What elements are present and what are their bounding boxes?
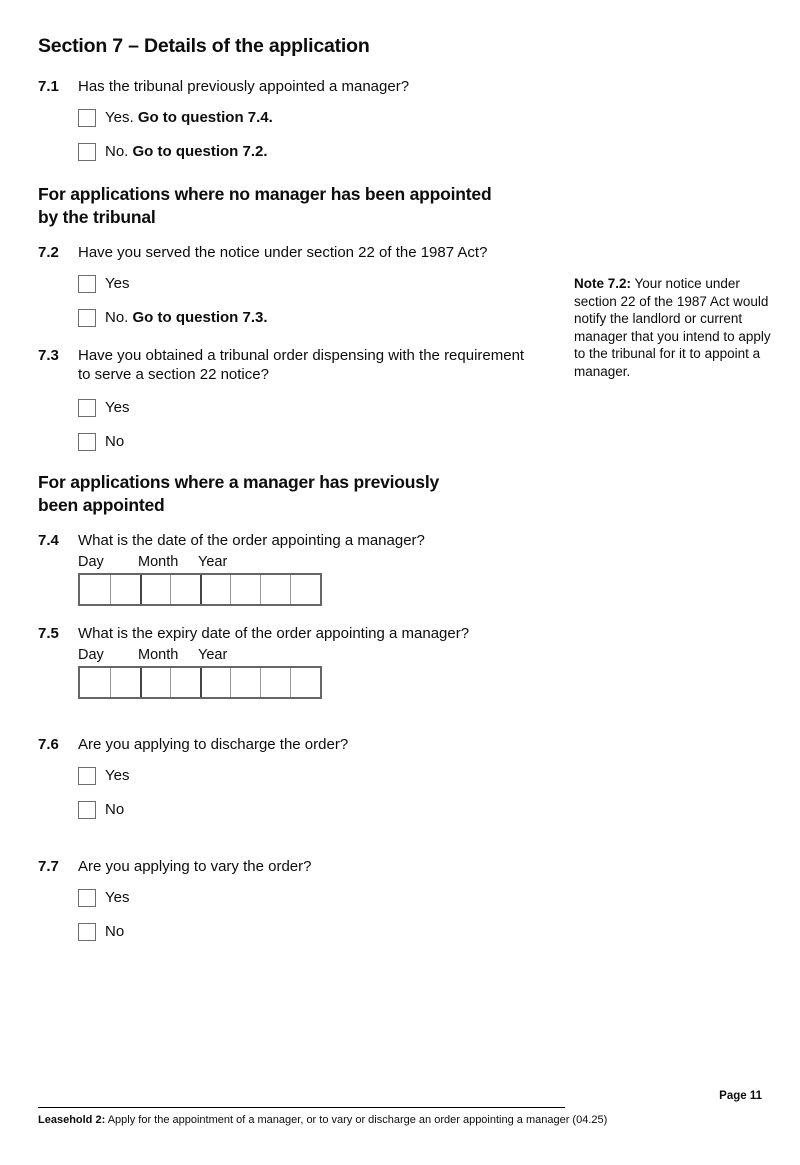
checkbox-7-2-no[interactable] xyxy=(78,309,96,327)
option-label xyxy=(105,800,124,819)
option-goto-text: Go to question 7.4. xyxy=(137,109,273,126)
footer-form-name: Leasehold 2: xyxy=(38,1114,106,1126)
option-label xyxy=(105,142,268,161)
date-7-4-year-2[interactable] xyxy=(230,575,260,604)
heading-line: For applications where a manager has previously xyxy=(38,472,440,492)
month-label: Month xyxy=(138,554,179,570)
option-label xyxy=(105,308,268,327)
option-text: No. xyxy=(105,143,133,160)
option-7-6-yes xyxy=(78,766,762,785)
section-title: Section 7 – Details of the application xyxy=(38,35,370,57)
option-label xyxy=(105,398,129,417)
option-7-3-no xyxy=(78,432,762,451)
date-7-5-year-3[interactable] xyxy=(260,668,290,697)
date-field-labels xyxy=(78,647,762,663)
checkbox-7-7-no[interactable] xyxy=(78,923,96,941)
question-7-7 xyxy=(38,857,762,941)
option-7-3-yes xyxy=(78,398,762,417)
form-page xyxy=(0,35,800,941)
question-text: Are you applying to vary the order? xyxy=(78,858,312,875)
date-7-4-month-1[interactable] xyxy=(140,575,170,604)
note-7-2 xyxy=(574,275,774,380)
option-text: No xyxy=(105,433,125,450)
question-number: 7.2 xyxy=(38,244,59,261)
option-7-1-no xyxy=(78,142,762,161)
question-text-line: to serve a section 22 notice? xyxy=(78,366,269,383)
date-7-5-year-4[interactable] xyxy=(290,668,320,697)
heading-no-manager xyxy=(38,183,762,229)
page-number: Page 11 xyxy=(719,1090,762,1102)
question-text: What is the date of the order appointing a manager? xyxy=(78,532,425,549)
date-7-4-year-4[interactable] xyxy=(290,575,320,604)
heading-line: been appointed xyxy=(38,495,165,515)
date-7-4-day-1[interactable] xyxy=(80,575,110,604)
date-field-labels xyxy=(78,554,762,570)
question-number: 7.6 xyxy=(38,736,59,753)
option-text: No xyxy=(105,923,125,940)
year-label: Year xyxy=(198,554,228,570)
option-text: No. xyxy=(105,309,133,326)
date-7-5-month-2[interactable] xyxy=(170,668,200,697)
checkbox-7-2-yes[interactable] xyxy=(78,275,96,293)
option-text: Yes xyxy=(105,889,130,906)
checkbox-7-3-yes[interactable] xyxy=(78,399,96,417)
year-label: Year xyxy=(198,647,228,663)
option-text: Yes xyxy=(105,767,130,784)
checkbox-7-1-yes[interactable] xyxy=(78,109,96,127)
footer-note xyxy=(38,1113,762,1127)
option-label xyxy=(105,432,124,451)
date-7-5-day-2[interactable] xyxy=(110,668,140,697)
date-7-5-month-1[interactable] xyxy=(140,668,170,697)
question-text: Are you applying to discharge the order? xyxy=(78,736,349,753)
option-label xyxy=(105,108,273,127)
day-label: Day xyxy=(78,647,104,663)
date-7-4-year-3[interactable] xyxy=(260,575,290,604)
question-7-1 xyxy=(38,77,762,161)
option-text: Yes. xyxy=(105,109,138,126)
date-7-5-year-2[interactable] xyxy=(230,668,260,697)
checkbox-7-6-no[interactable] xyxy=(78,801,96,819)
checkbox-7-7-yes[interactable] xyxy=(78,889,96,907)
date-7-5-day-1[interactable] xyxy=(80,668,110,697)
date-7-5-year-1[interactable] xyxy=(200,668,230,697)
question-number: 7.3 xyxy=(38,347,59,364)
footer-divider xyxy=(38,1107,565,1108)
note-label: Note 7.2: xyxy=(574,276,632,291)
question-number: 7.7 xyxy=(38,858,59,875)
option-goto-text: Go to question 7.3. xyxy=(132,309,268,326)
question-number: 7.5 xyxy=(38,625,59,642)
checkbox-7-6-yes[interactable] xyxy=(78,767,96,785)
option-7-7-no xyxy=(78,922,762,941)
month-label: Month xyxy=(138,647,179,663)
question-number: 7.1 xyxy=(38,78,59,95)
question-text-line: Have you obtained a tribunal order dispensing with the requirement xyxy=(78,347,525,364)
note-text: Your notice under section 22 of the 1987 Act would notify the landlord or current manager that you intend to apply to the tribunal for it to appoint a manager. xyxy=(574,276,771,379)
date-input-7-5 xyxy=(78,666,322,699)
question-text: Has the tribunal previously appointed a manager? xyxy=(78,78,410,95)
question-7-6 xyxy=(38,735,762,819)
day-label: Day xyxy=(78,554,104,570)
date-7-4-day-2[interactable] xyxy=(110,575,140,604)
option-text: Yes xyxy=(105,399,130,416)
option-7-1-yes xyxy=(78,108,762,127)
heading-line: For applications where no manager has been appointed xyxy=(38,184,492,204)
heading-prev-appointed xyxy=(38,471,762,517)
question-text xyxy=(78,346,638,384)
option-label xyxy=(105,766,129,785)
footer-description: Apply for the appointment of a manager, or to vary or discharge an order appointing a manager (04.25) xyxy=(107,1114,608,1126)
question-text: Have you served the notice under section 22 of the 1987 Act? xyxy=(78,244,488,261)
date-7-4-year-1[interactable] xyxy=(200,575,230,604)
date-7-4-month-2[interactable] xyxy=(170,575,200,604)
question-7-5 xyxy=(38,624,762,699)
question-number: 7.4 xyxy=(38,532,59,549)
option-label xyxy=(105,888,129,907)
option-7-7-yes xyxy=(78,888,762,907)
question-text: What is the expiry date of the order appointing a manager? xyxy=(78,625,470,642)
checkbox-7-3-no[interactable] xyxy=(78,433,96,451)
option-text: No xyxy=(105,801,125,818)
option-text: Yes xyxy=(105,275,130,292)
option-label xyxy=(105,274,129,293)
checkbox-7-1-no[interactable] xyxy=(78,143,96,161)
option-label xyxy=(105,922,124,941)
question-7-4 xyxy=(38,531,762,606)
option-goto-text: Go to question 7.2. xyxy=(132,143,268,160)
heading-line: by the tribunal xyxy=(38,207,156,227)
date-input-7-4 xyxy=(78,573,322,606)
option-7-6-no xyxy=(78,800,762,819)
